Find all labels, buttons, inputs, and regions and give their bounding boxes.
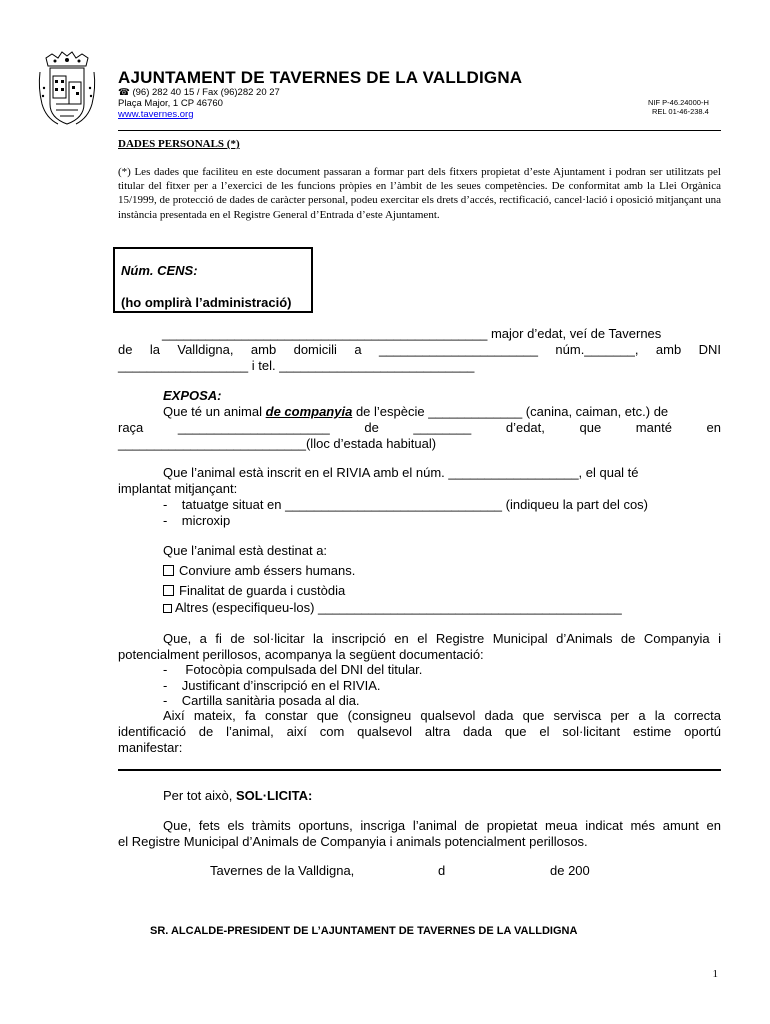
option-guard [163, 583, 723, 599]
rivia-line-2: implantat mitjançant: [118, 481, 238, 496]
animal-line-1 [118, 404, 721, 420]
living-label: Conviure amb éssers humans. [179, 563, 356, 578]
docs-line-1: Que, a fi de sol·licitar la inscripció en el Registre Municipal d’Animals de Companyia i [163, 631, 721, 646]
doc-item-rivia: - Justificant d’inscripció en el RIVIA. [163, 678, 381, 693]
docs-line-2: potencialment perillosos, acompanya la següent documentació: [118, 647, 484, 662]
page-number: 1 [712, 968, 718, 980]
signature-day: d [438, 863, 446, 878]
municipal-crest-logo [36, 48, 98, 128]
municipality-title: AJUNTAMENT DE TAVERNES DE LA VALLDIGNA [118, 68, 523, 87]
also-line-1: Així mateix, fa constar que (consigneu qualsevol dada que servisca per a la correcta [163, 708, 721, 723]
rel-number: REL 01-46-238.4 [652, 107, 709, 116]
tattoo-item: - tatuatge situat en ______________________________ (indiqueu la part del cos) [163, 497, 649, 512]
rivia-line-1: Que l’animal està inscrit en el RIVIA amb el núm. __________________, el qual té [163, 465, 639, 480]
census-admin-note: (ho omplirà l’administració) [121, 295, 292, 310]
doc-item-dni: - Fotocòpia compulsada del DNI del titular. [163, 662, 423, 677]
applicant-line-1 [118, 326, 721, 342]
living-checkbox[interactable] [163, 565, 174, 576]
animal-line-3: __________________________(lloc d’estada habitual) [118, 436, 437, 451]
website-link[interactable]: www.tavernes.org [118, 109, 194, 120]
census-label: Núm. CENS: [121, 263, 198, 278]
privacy-notice: (*) Les dades que faciliteu en este document passaran a formar part dels fitxers propietat d’este Ajuntament i podran ser utilitzats pel titular del fitxer per a l’exercici de les funcions pròpies en l’àmbit de les seues competències. De conformitat amb la Llei Orgànica 15/1999, de protecció de dades de caràcter personal, podeu exercitar els drets d’accés, rectificació, cancel·lació i oposició mitjançant una instància presentada en el Registre General d’Entrada d’este Ajuntament. [118, 166, 721, 221]
solicita-pre: Per tot això, [163, 788, 236, 803]
animal-species-text: de l’espècie _____________ (canina, caiman, etc.) de [352, 404, 669, 419]
personal-data-heading: DADES PERSONALS (*) [118, 138, 240, 150]
doc-rivia-text: Justificant d’inscripció en el RIVIA. [181, 678, 381, 693]
exposa-heading: EXPOSA: [163, 388, 222, 403]
registration-ids [648, 98, 718, 116]
option-living [163, 563, 723, 579]
details-line[interactable] [118, 769, 721, 771]
destination-heading: Que l’animal està destinat a: [163, 543, 328, 558]
header-divider [118, 130, 721, 131]
microchip-text: microxip [181, 513, 231, 528]
option-other [163, 600, 723, 616]
signature-year: de 200 [550, 863, 590, 878]
doc-dni-text: Fotocòpia compulsada del DNI del titular. [185, 662, 423, 677]
other-checkbox[interactable] [163, 604, 172, 613]
also-line-2: identificació de l’animal, així com qualsevol altra dada que el sol·licitant estime oportú [118, 724, 721, 739]
solicita-line [163, 788, 723, 804]
guard-label: Finalitat de guarda i custòdia [179, 583, 346, 598]
doc-health-text: Cartilla sanitària posada al dia. [181, 693, 360, 708]
nif-number: NIF P-46.24000-H [648, 98, 709, 107]
also-line-3: manifestar: [118, 740, 183, 755]
solicita-heading: SOL·LICITA: [235, 788, 313, 803]
phone-fax: ☎ (96) 282 40 15 / Fax (96)282 20 27 [118, 87, 280, 98]
animal-line-2: raça _____________________ de ________ d’edat, que manté en [118, 420, 721, 435]
request-line-2: el Registre Municipal d’Animals de Companyia i animals potencialment perillosos. [118, 834, 588, 849]
addressee: SR. ALCALDE-PRESIDENT DE L’AJUNTAMENT DE TAVERNES DE LA VALLDIGNA [150, 925, 578, 937]
age-residence-text: major d’edat, veí de Tavernes [487, 326, 662, 341]
tattoo-text: tatuatge situat en ______________________________ (indiqueu la part del cos) [181, 497, 649, 512]
other-label: Altres (especifiqueu-los) __________________________________________ [175, 600, 622, 615]
name-blank[interactable]: _____________________________________________ [162, 326, 488, 341]
animal-text-pre: Que té un animal [163, 404, 266, 419]
signature-place: Tavernes de la Valldigna, [210, 863, 355, 878]
request-line-1: Que, fets els tràmits oportuns, inscriga l’animal de propietat meua indicat més amunt en [163, 818, 721, 833]
microchip-item: - microxip [163, 513, 231, 528]
applicant-line-3: __________________ i tel. ___________________________ [118, 358, 475, 373]
animal-companion-emph: de companyia [265, 404, 353, 419]
applicant-line-2: de la Valldigna, amb domicili a ______________________ núm._______, amb DNI [118, 342, 721, 357]
address: Plaça Major, 1 CP 46760 [118, 98, 223, 109]
census-number-box [113, 247, 313, 313]
guard-checkbox[interactable] [163, 585, 174, 596]
doc-item-health: - Cartilla sanitària posada al dia. [163, 693, 360, 708]
